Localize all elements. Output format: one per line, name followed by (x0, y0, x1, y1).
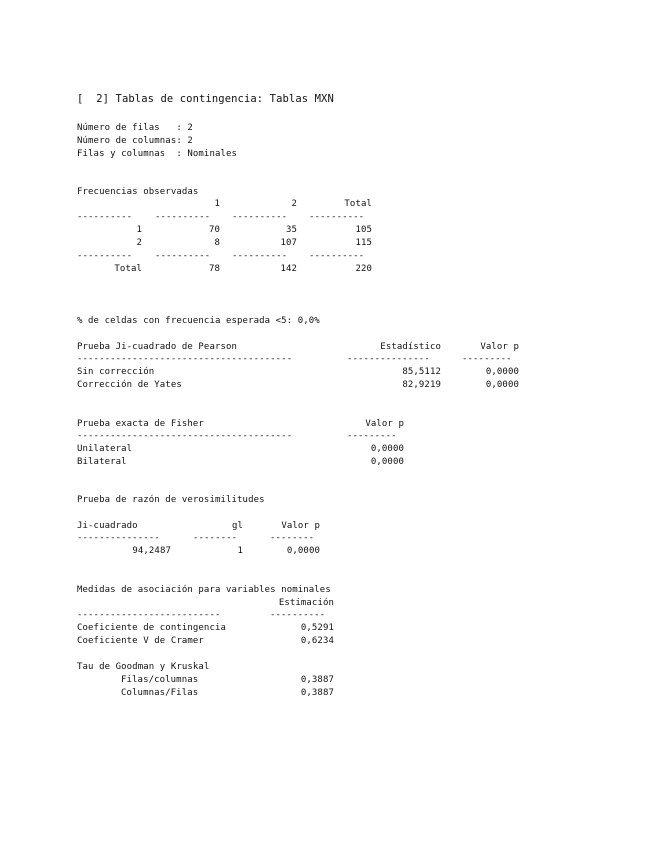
pearson-heading: Prueba Ji-cuadrado de Pearson (77, 342, 238, 352)
info-filas: Número de filas : 2 (77, 123, 193, 133)
expected-note: % de celdas con frecuencia esperada <5: 0,0% (77, 316, 320, 326)
pearson-rule-p: --------- (462, 354, 512, 364)
pearson-row-label: Sin corrección (77, 367, 155, 377)
observed-rule-2c: ---------- (232, 251, 288, 261)
observed-rule-1d: ---------- (309, 212, 365, 222)
fisher-heading: Prueba exacta de Fisher (77, 419, 204, 429)
likelihood-col-gl: gl (231, 521, 243, 531)
pearson-row-p: 0,0000 (485, 367, 519, 377)
fisher-rule-label: --------------------------------------- (77, 431, 293, 441)
observed-col-header-1: 1 (214, 199, 220, 209)
tau-row-label: Columnas/Filas (121, 688, 199, 698)
observed-col-header-total: Total (344, 199, 372, 209)
observed-cell: 70 (208, 225, 220, 235)
association-row-label: Coeficiente V de Cramer (77, 636, 204, 646)
pearson-row-label: Corrección de Yates (77, 380, 182, 390)
pearson-col-stat: Estadístico (380, 342, 441, 352)
tau-row-label: Filas/columnas (121, 675, 199, 685)
pearson-rule-stat: --------------- (347, 354, 430, 364)
pearson-row-stat: 82,9219 (402, 380, 441, 390)
observed-col-header-2: 2 (291, 199, 297, 209)
association-rule-est: ---------- (270, 610, 326, 620)
observed-heading: Frecuencias observadas (77, 187, 199, 197)
tau-row-value: 0,3887 (300, 688, 334, 698)
likelihood-heading: Prueba de razón de verosimilitudes (77, 495, 265, 505)
observed-rule-2b: ---------- (155, 251, 211, 261)
likelihood-chi-value: 94,2487 (132, 546, 171, 556)
observed-cell-total: 115 (355, 238, 372, 248)
observed-rule-2d: ---------- (309, 251, 365, 261)
likelihood-gl-value: 1 (237, 546, 243, 556)
observed-cell: 107 (280, 238, 297, 248)
pearson-row-p: 0,0000 (485, 380, 519, 390)
fisher-row-p: 0,0000 (370, 444, 404, 454)
likelihood-rule-gl: -------- (193, 533, 238, 543)
info-columnas: Número de columnas: 2 (77, 136, 193, 146)
info-tipo: Filas y columnas : Nominales (77, 149, 238, 159)
pearson-rule-label: --------------------------------------- (77, 354, 293, 364)
observed-rule-2a: ---------- (77, 251, 133, 261)
observed-cell: 8 (214, 238, 220, 248)
observed-total-label: Total (114, 264, 142, 274)
observed-total-cell: 220 (355, 264, 372, 274)
association-row-value: 0,6234 (300, 636, 334, 646)
likelihood-col-p: Valor p (281, 521, 320, 531)
pearson-col-p: Valor p (480, 342, 519, 352)
association-row-label: Coeficiente de contingencia (77, 623, 226, 633)
association-col-est: Estimación (278, 598, 334, 608)
observed-cell: 35 (285, 225, 297, 235)
fisher-row-label: Bilateral (77, 457, 127, 467)
tau-row-value: 0,3887 (300, 675, 334, 685)
fisher-col-p: Valor p (365, 419, 404, 429)
observed-total-cell: 142 (280, 264, 297, 274)
association-row-value: 0,5291 (300, 623, 334, 633)
report-title: [ 2] Tablas de contingencia: Tablas MXN (77, 93, 334, 105)
observed-rule-1c: ---------- (232, 212, 288, 222)
pearson-row-stat: 85,5112 (402, 367, 441, 377)
observed-total-cell: 78 (208, 264, 220, 274)
fisher-row-label: Unilateral (77, 444, 133, 454)
likelihood-rule-p: -------- (270, 533, 315, 543)
observed-row-label: 2 (136, 238, 142, 248)
observed-rule-1a: ---------- (77, 212, 133, 222)
association-heading: Medidas de asociación para variables nominales (77, 585, 331, 595)
association-rule-label: -------------------------- (77, 610, 221, 620)
likelihood-rule-chi: --------------- (77, 533, 160, 543)
tau-heading: Tau de Goodman y Kruskal (77, 662, 210, 672)
observed-rule-1b: ---------- (155, 212, 211, 222)
likelihood-col-chi: Ji-cuadrado (77, 521, 138, 531)
likelihood-p-value: 0,0000 (286, 546, 320, 556)
fisher-rule-p: --------- (347, 431, 397, 441)
fisher-row-p: 0,0000 (370, 457, 404, 467)
observed-cell-total: 105 (355, 225, 372, 235)
observed-row-label: 1 (136, 225, 142, 235)
